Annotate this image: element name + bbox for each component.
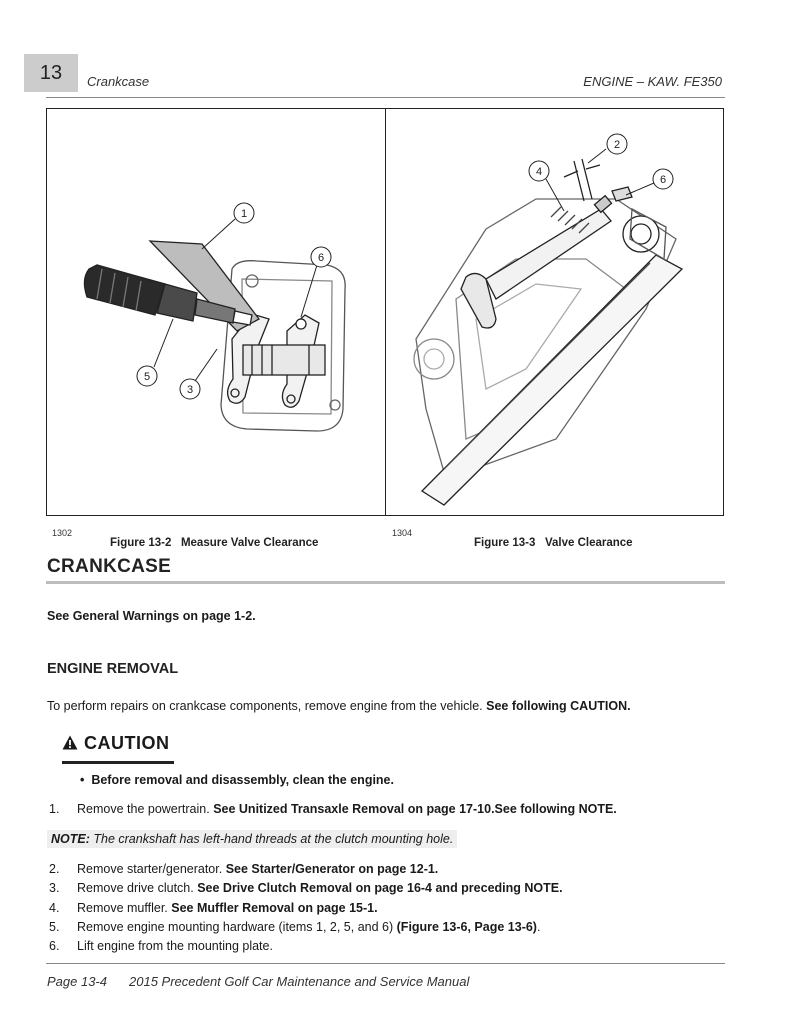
step-number: 1. — [49, 802, 60, 816]
fig3-callout-6: 6 — [659, 174, 667, 186]
note-text: The crankshaft has left-hand threads at the clutch mounting hole. — [93, 832, 454, 846]
step-tail: . — [536, 920, 541, 934]
step-number: 2. — [49, 862, 60, 876]
figure-13-3-label: Figure 13-3 — [474, 537, 536, 549]
step-text: Remove starter/generator. — [77, 862, 223, 876]
step-item — [49, 881, 563, 895]
intro-caution-ref[interactable]: See following CAUTION. — [486, 699, 631, 713]
step-reference[interactable]: See Unitized Transaxle Removal on page 17-10.See following NOTE. — [213, 802, 617, 816]
header-section: Crankcase — [87, 74, 150, 89]
header-rule — [46, 97, 725, 98]
warning-triangle-icon — [62, 735, 78, 750]
intro-paragraph — [47, 699, 631, 713]
step-text: Remove engine mounting hardware (items 1, 2, 5, and 6) — [77, 920, 394, 934]
footer-manual: 2015 Precedent Golf Car Maintenance and Service Manual — [129, 974, 470, 989]
figure-13-3-title: Valve Clearance — [544, 537, 633, 549]
step-item — [49, 862, 438, 876]
step-reference[interactable]: See Starter/Generator on page 12-1. — [225, 862, 439, 876]
figure-13-2-label: Figure 13-2 — [110, 537, 172, 549]
subsection-title: ENGINE REMOVAL — [47, 661, 179, 677]
step-reference[interactable]: (Figure 13-6, Page 13-6) — [396, 920, 537, 934]
step-reference[interactable]: See Drive Clutch Removal on page 16-4 and preceding NOTE. — [197, 881, 563, 895]
step-text: Lift engine from the mounting plate. — [77, 939, 273, 953]
step-number: 6. — [49, 939, 60, 953]
step-item — [49, 939, 273, 953]
step-number: 5. — [49, 920, 60, 934]
figure-13-2-caption — [110, 537, 318, 549]
figure-13-3-id: 1304 — [392, 528, 413, 538]
footer-page: Page 13-4 — [47, 974, 107, 989]
footer — [47, 974, 469, 989]
caution-bullet — [80, 773, 394, 787]
intro-text: To perform repairs on crankcase components, remove engine from the vehicle. — [47, 699, 483, 713]
step-text: Remove muffler. — [77, 901, 168, 915]
figure-13-3-caption — [474, 537, 633, 549]
fig2-callout-1: 1 — [240, 208, 248, 220]
step-item — [49, 802, 617, 816]
caution-bullet-text: Before removal and disassembly, clean the engine. — [91, 773, 394, 787]
figure-13-2-illustration — [47, 109, 384, 515]
section-rule — [46, 581, 725, 584]
section-title: CRANKCASE — [47, 556, 172, 577]
caution-heading — [62, 733, 174, 754]
note-box — [47, 830, 457, 848]
fig2-callout-6: 6 — [317, 252, 325, 264]
figure-13-3-illustration — [386, 109, 723, 515]
step-item — [49, 901, 378, 915]
chapter-tab: 13 — [24, 54, 78, 92]
header-engine: ENGINE – KAW. FE350 — [583, 74, 722, 89]
fig2-callout-5: 5 — [143, 371, 151, 383]
step-text: Remove the powertrain. — [77, 802, 210, 816]
note-label: NOTE: — [51, 832, 90, 846]
step-item — [49, 920, 540, 934]
fig3-callout-4: 4 — [535, 166, 543, 178]
figure-13-2-title: Measure Valve Clearance — [180, 537, 319, 549]
step-number: 4. — [49, 901, 60, 915]
step-reference[interactable]: See Muffler Removal on page 15-1. — [171, 901, 378, 915]
bullet-icon: • — [80, 773, 92, 787]
caution-rule — [62, 761, 174, 764]
caution-label: CAUTION — [84, 733, 170, 753]
figure-13-2-id: 1302 — [52, 528, 73, 538]
fig3-callout-2: 2 — [613, 139, 621, 151]
fig2-callout-3: 3 — [186, 384, 194, 396]
footer-rule — [46, 963, 725, 964]
step-number: 3. — [49, 881, 60, 895]
general-warnings-ref[interactable]: See General Warnings on page 1-2. — [47, 609, 256, 623]
step-text: Remove drive clutch. — [77, 881, 194, 895]
